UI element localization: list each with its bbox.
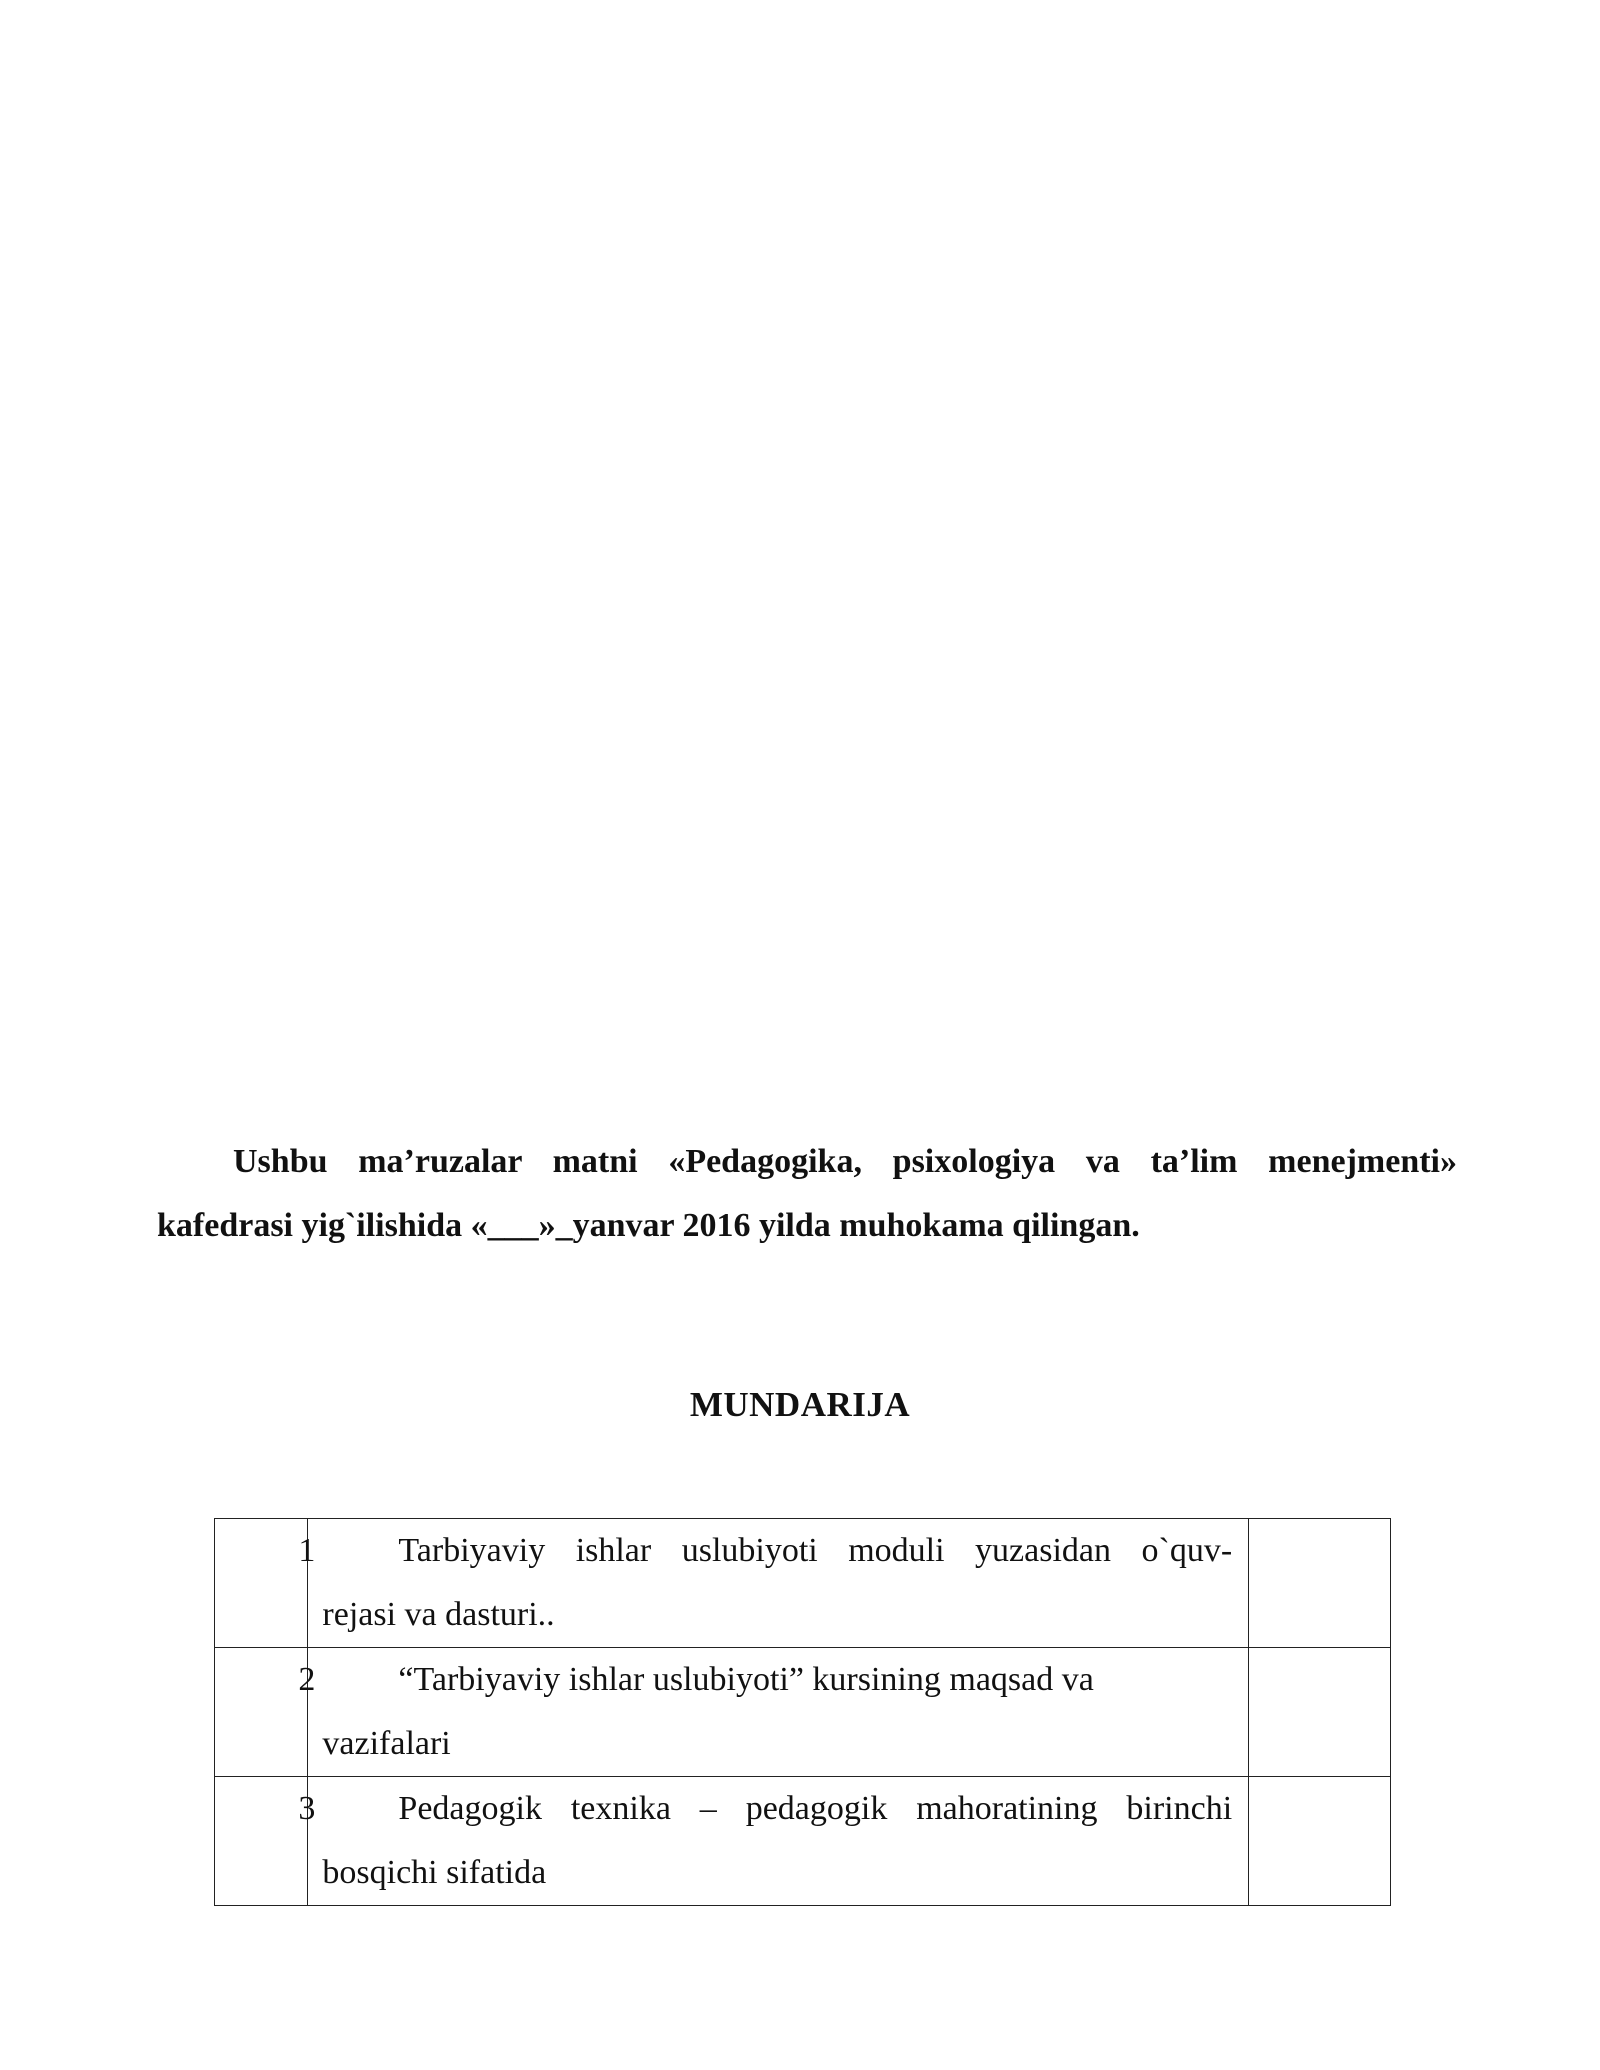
row-topic-line-2: rejasi va dasturi.. [322, 1596, 555, 1633]
row-topic-cell [308, 1777, 1249, 1906]
row-number: 1 [298, 1532, 316, 1569]
table-row [215, 1648, 1391, 1777]
contents-title: MUNDARIJA [689, 1385, 911, 1424]
row-page-cell [1249, 1777, 1391, 1906]
row-number: 3 [298, 1790, 316, 1827]
intro-paragraph [157, 1130, 1457, 1258]
row-topic-line-1: “Tarbiyaviy ishlar uslubiyoti” kursining maqsad va [398, 1661, 1094, 1698]
row-topic-line-2: bosqichi sifatida [322, 1854, 547, 1891]
table-row [215, 1777, 1391, 1906]
row-page-cell [1249, 1648, 1391, 1777]
row-topic-line-1: Tarbiyaviy ishlar uslubiyoti moduli yuzasidan o`quv- [398, 1532, 1233, 1569]
row-topic-cell [308, 1519, 1249, 1648]
row-topic-cell [308, 1648, 1249, 1777]
intro-line-1: Ushbu ma’ruzalar matni «Pedagogika, psixologiya va ta’lim menejmenti» [233, 1143, 1457, 1180]
row-page-cell [1249, 1519, 1391, 1648]
table-row [215, 1519, 1391, 1648]
row-topic-line-2: vazifalari [322, 1725, 451, 1762]
row-number-cell [215, 1519, 316, 1648]
row-number-cell [215, 1777, 316, 1906]
contents-table [214, 1518, 1391, 1906]
row-number: 2 [298, 1661, 316, 1698]
row-topic-line-1: Pedagogik texnika – pedagogik mahoratining birinchi [398, 1790, 1233, 1827]
intro-line-2: kafedrasi yig`ilishida «___»_yanvar 2016 yilda muhokama qilingan. [157, 1207, 1140, 1244]
row-number-cell [215, 1648, 316, 1777]
